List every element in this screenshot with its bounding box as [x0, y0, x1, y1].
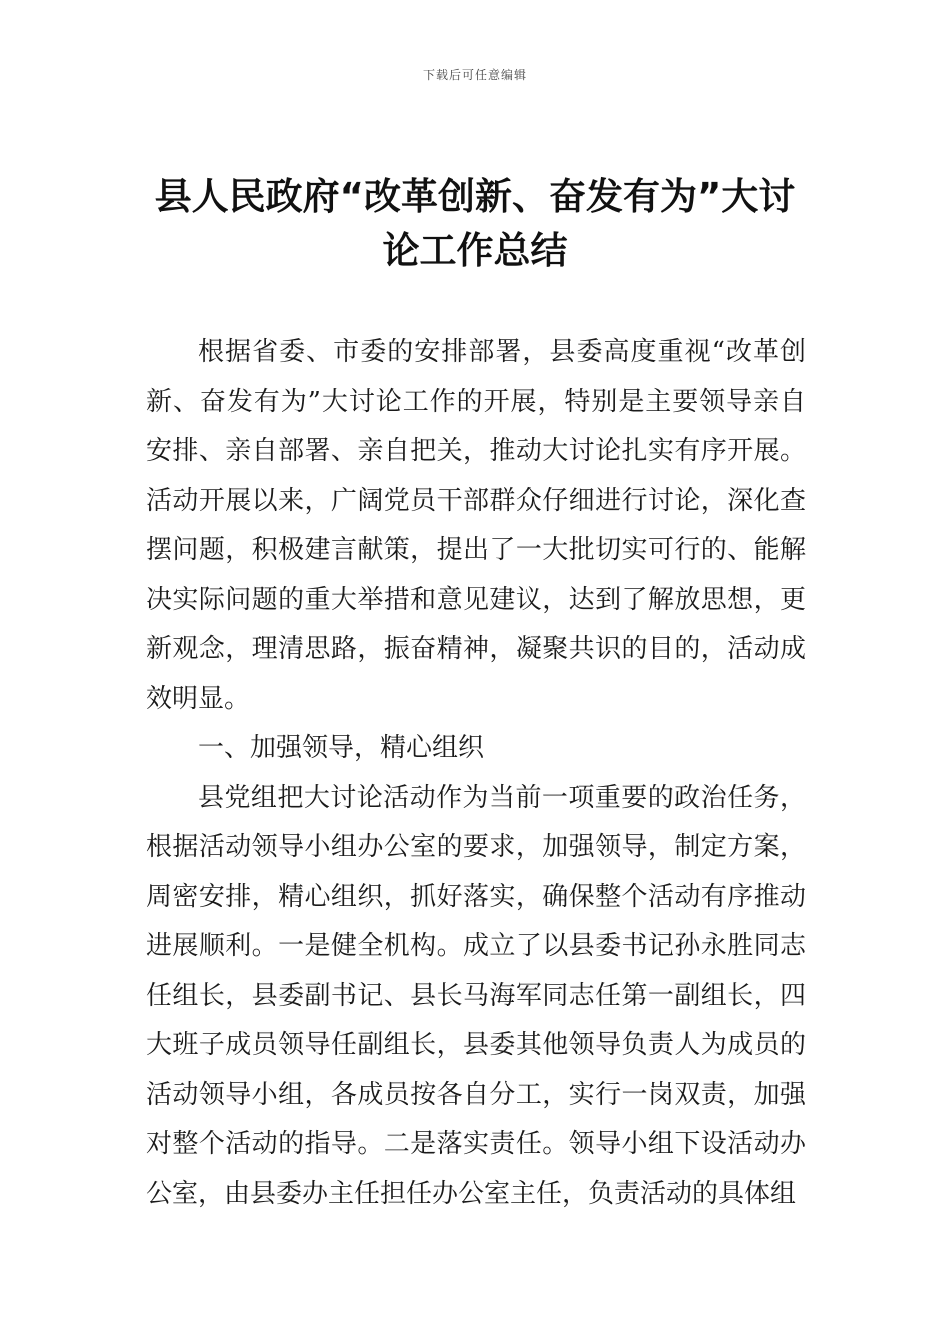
- section-heading: 一、加强领导，精心组织: [198, 733, 485, 763]
- document-title-line-2: 论工作总结: [382, 229, 568, 272]
- header-note: 下载后可任意编辑: [422, 68, 527, 82]
- document-body: [146, 328, 806, 1219]
- body-paragraph: 县党组把大讨论活动作为当前一项重要的政治任务，根据活动领导小组办公室的要求，加强领导，制定方案，周密安排，精心组织，抓好落实，确保整个活动有序推动进展顺利。一是健全机构。成立了以县委书记孙永胜同志任组长，县委副书记、县长马海军同志任第一副组长，四大班子成员领导任副组长，县委其他领导负责人为成员的活动领导小组，各成员按各自分工，实行一岗双责，加强对整个活动的指导。二是落实责任。领导小组下设活动办公室，由县委办主任担任办公室主任，负责活动的具体组: [146, 782, 806, 1209]
- intro-paragraph: 根据省委、市委的安排部署，县委高度重视“改革创新、奋发有为”大讨论工作的开展，特别是主要领导亲自安排、亲自部署、亲自把关，推动大讨论扎实有序开展。活动开展以来，广阔党员干部群众仔细进行讨论，深化查摆问题，积极建言献策，提出了一大批切实可行的、能解决实际问题的重大举措和意见建议，达到了解放思想，更新观念，理清思路，振奋精神，凝聚共识的目的，活动成效明显。: [146, 337, 806, 714]
- document-title-line-1: 县人民政府“改革创新、奋发有为”大讨: [154, 175, 796, 218]
- document-title: [150, 170, 800, 278]
